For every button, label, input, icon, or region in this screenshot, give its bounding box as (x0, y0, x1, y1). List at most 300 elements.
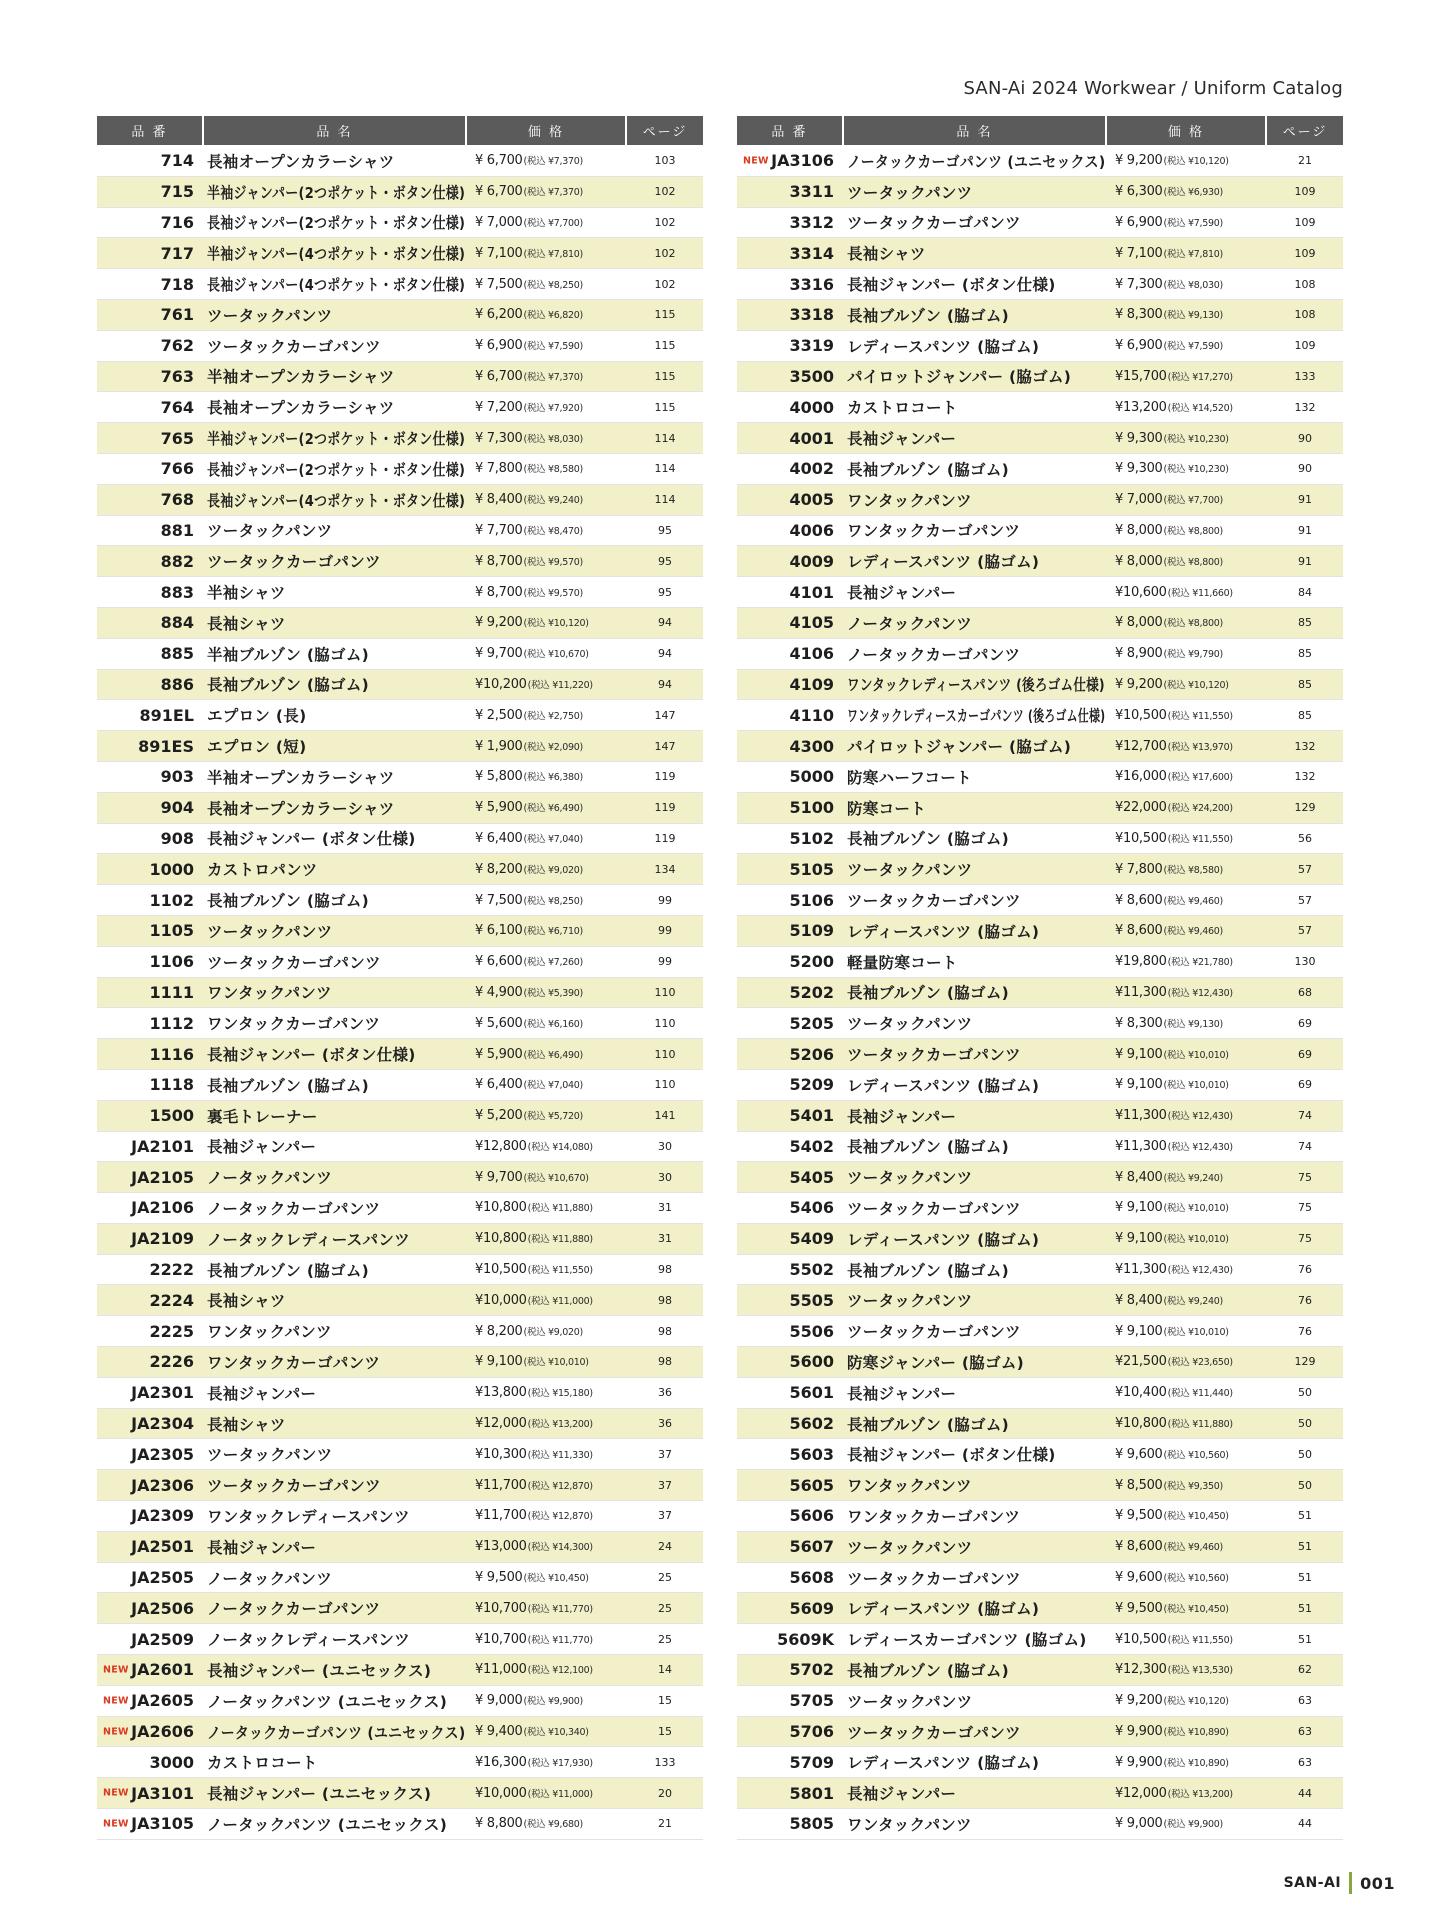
new-badge: NEW (103, 1664, 129, 1676)
price-tax-included: (税込 ¥12,430) (1167, 1111, 1233, 1123)
catalog-page: 50 (1298, 1386, 1312, 1400)
price-tax-included: (税込 ¥10,450) (1163, 1511, 1229, 1523)
table-row (97, 1070, 703, 1101)
price-tax-included: (税込 ¥11,550) (1167, 710, 1233, 722)
product-number-cell (97, 1691, 204, 1710)
product-name-cell (844, 858, 1107, 880)
price-tax-included: (税込 ¥12,430) (1167, 1141, 1233, 1153)
product-name-cell (844, 1074, 1107, 1096)
price-tax-included: (税込 ¥15,180) (527, 1388, 593, 1400)
product-number: 1102 (149, 890, 194, 910)
product-name: パイロットジャンパー (脇ゴム) (847, 738, 1072, 757)
product-number: JA2606 (131, 1722, 194, 1742)
table-row (97, 1378, 703, 1409)
price: ¥ 8,400 (1115, 1292, 1163, 1308)
product-name-cell (204, 1505, 467, 1527)
price-tax-included: (税込 ¥10,450) (1163, 1603, 1229, 1615)
catalog-page: 63 (1298, 1725, 1312, 1739)
product-number: 5202 (789, 982, 834, 1002)
price-cell (1107, 492, 1267, 507)
price: ¥ 6,700 (475, 153, 523, 169)
price-cell (1107, 646, 1267, 661)
product-number-cell (737, 1445, 844, 1464)
product-number-cell (97, 1753, 204, 1772)
product-name: ワンタックパンツ (847, 1477, 972, 1496)
product-number: 885 (160, 644, 194, 664)
product-number-cell (737, 1168, 844, 1187)
table-row (97, 485, 703, 516)
product-name-cell (844, 1135, 1107, 1157)
product-number: 3311 (789, 182, 834, 202)
product-name-cell (844, 1628, 1107, 1650)
price-cell (1107, 1231, 1267, 1246)
price: ¥ 9,500 (475, 1570, 523, 1586)
product-number: 768 (160, 490, 194, 510)
catalog-page: 147 (654, 739, 676, 753)
product-number-cell (97, 305, 204, 324)
price: ¥10,700 (475, 1600, 527, 1616)
catalog-page: 114 (654, 462, 676, 476)
product-number: 5702 (789, 1660, 834, 1680)
product-name-cell (204, 1135, 467, 1157)
product-number: 903 (160, 767, 194, 787)
price-tax-included: (税込 ¥10,340) (523, 1727, 589, 1739)
table-row (737, 1593, 1343, 1624)
catalog-page: 99 (658, 893, 672, 907)
product-name-cell (844, 1197, 1107, 1219)
product-number-cell (97, 336, 204, 355)
header-page: ページ (627, 116, 703, 145)
price-tax-included: (税込 ¥17,600) (1167, 772, 1233, 784)
price-tax-included: (税込 ¥8,250) (523, 895, 583, 907)
price-cell (467, 1570, 627, 1585)
price: ¥ 6,200 (475, 307, 523, 323)
product-name-cell (204, 1228, 467, 1250)
product-name-cell (204, 242, 467, 264)
price: ¥10,300 (475, 1446, 527, 1462)
price-cell (467, 585, 627, 600)
product-name-cell (204, 1690, 467, 1712)
table-row (737, 854, 1343, 885)
product-number: 715 (160, 182, 194, 202)
product-name-cell (844, 1382, 1107, 1404)
product-name-cell (844, 612, 1107, 634)
product-name-cell (204, 1813, 467, 1835)
product-number: 904 (160, 798, 194, 818)
table-row (737, 1686, 1343, 1717)
product-name: レディースパンツ (脇ゴム) (847, 1754, 1040, 1773)
table-row (97, 423, 703, 454)
table-row (737, 1347, 1343, 1378)
price-cell (467, 615, 627, 630)
product-number: 5409 (789, 1229, 834, 1249)
table-row (97, 269, 703, 300)
product-name: カストロコート (207, 1754, 318, 1773)
product-name: ツータックカーゴパンツ (847, 1569, 1021, 1588)
table-row (97, 639, 703, 670)
header-product-number: 品 番 (737, 116, 844, 145)
price-cell (467, 1662, 627, 1677)
product-name: 長袖ブルゾン (脇ゴム) (847, 1415, 1010, 1434)
product-name: 長袖ジャンパー (207, 1384, 317, 1403)
product-name-cell (204, 427, 467, 449)
new-badge: NEW (103, 1818, 129, 1830)
price-tax-included: (税込 ¥11,880) (1167, 1419, 1233, 1431)
product-name-cell (204, 365, 467, 387)
catalog-page: 114 (654, 493, 676, 507)
product-name-cell (844, 396, 1107, 418)
product-number-cell (737, 983, 844, 1002)
product-name: 長袖ジャンパー (847, 584, 957, 603)
product-number: 5109 (789, 921, 834, 941)
product-name: ワンタックカーゴパンツ (207, 1353, 381, 1372)
product-number: 766 (160, 459, 194, 479)
catalog-page: 25 (658, 1632, 672, 1646)
price: ¥ 9,700 (475, 1169, 523, 1185)
table-row (737, 1162, 1343, 1193)
price-tax-included: (税込 ¥11,550) (1167, 1634, 1233, 1646)
product-name: ノータックパンツ (ユニセックス) (207, 1815, 448, 1834)
product-number: 5603 (789, 1444, 834, 1464)
product-number-cell (737, 336, 844, 355)
product-number-cell (737, 1691, 844, 1710)
table-body (737, 146, 1343, 1840)
price-cell (467, 1601, 627, 1616)
price-tax-included: (税込 ¥9,460) (1163, 926, 1223, 938)
product-number: 891EL (139, 705, 194, 725)
price-cell (467, 1139, 627, 1154)
product-name-cell (204, 1628, 467, 1650)
table-row (97, 1224, 703, 1255)
price: ¥11,300 (1115, 1262, 1167, 1278)
product-number: 765 (160, 428, 194, 448)
catalog-page: 57 (1298, 893, 1312, 907)
catalog-page: 132 (1294, 739, 1316, 753)
price: ¥ 7,300 (475, 430, 523, 446)
product-number: 5105 (789, 859, 834, 879)
table-row (737, 885, 1343, 916)
product-name-cell (844, 1443, 1107, 1465)
price-tax-included: (税込 ¥6,930) (1163, 187, 1223, 199)
table-row (97, 331, 703, 362)
table-row (97, 1809, 703, 1840)
product-name-cell (844, 1166, 1107, 1188)
price-cell (1107, 1724, 1267, 1739)
price-tax-included: (税込 ¥10,010) (1163, 1203, 1229, 1215)
new-badge: NEW (743, 155, 769, 167)
product-name: 半袖オープンカラーシャツ (207, 368, 395, 387)
table-row (737, 1070, 1343, 1101)
catalog-page: 109 (1294, 339, 1316, 353)
product-number: 3000 (149, 1752, 194, 1772)
price: ¥11,300 (1115, 984, 1167, 1000)
product-name-cell (844, 1721, 1107, 1743)
catalog-page: 115 (654, 400, 676, 414)
product-number-cell (737, 1229, 844, 1248)
price-tax-included: (税込 ¥11,330) (527, 1449, 593, 1461)
catalog-page: 76 (1298, 1324, 1312, 1338)
price-tax-included: (税込 ¥10,450) (523, 1573, 589, 1585)
price-cell (1107, 1016, 1267, 1031)
product-name-cell (204, 858, 467, 880)
table-row (737, 1532, 1343, 1563)
table-row (737, 516, 1343, 547)
table-row (97, 1285, 703, 1316)
product-number-cell (97, 490, 204, 509)
price-tax-included: (税込 ¥7,040) (523, 1080, 583, 1092)
price-tax-included: (税込 ¥11,880) (527, 1203, 593, 1215)
product-number-cell (737, 706, 844, 725)
price: ¥12,700 (1115, 738, 1167, 754)
price-cell (467, 246, 627, 261)
price: ¥ 8,000 (1115, 553, 1163, 569)
price: ¥ 9,000 (1115, 1816, 1163, 1832)
product-name: ツータックカーゴパンツ (207, 1477, 381, 1496)
table-row (97, 238, 703, 269)
price-cell (467, 1416, 627, 1431)
catalog-page: 91 (1298, 523, 1312, 537)
price-tax-included: (税込 ¥11,440) (1167, 1388, 1233, 1400)
product-number-cell (737, 1722, 844, 1741)
product-name-cell (844, 1289, 1107, 1311)
header-price: 価 格 (467, 116, 627, 145)
product-name: 長袖ブルゾン (脇ゴム) (847, 984, 1010, 1003)
price-cell (1107, 862, 1267, 877)
price: ¥ 8,200 (475, 1323, 523, 1339)
price-cell (467, 646, 627, 661)
product-name-cell (204, 1536, 467, 1558)
price-tax-included: (税込 ¥11,550) (1167, 833, 1233, 845)
product-name-cell (844, 735, 1107, 757)
price-cell (1107, 1139, 1267, 1154)
price-tax-included: (税込 ¥10,120) (1163, 156, 1229, 168)
product-number: JA2105 (131, 1167, 194, 1187)
product-name: 長袖ジャンパー (207, 1538, 317, 1557)
catalog-page: 95 (658, 585, 672, 599)
price: ¥ 5,800 (475, 769, 523, 785)
catalog-page: 98 (658, 1263, 672, 1277)
table-row (737, 1316, 1343, 1347)
product-name: ノータックカーゴパンツ (ユニセックス) (207, 1723, 466, 1742)
price: ¥ 8,600 (1115, 1539, 1163, 1555)
price: ¥ 9,300 (1115, 430, 1163, 446)
price-tax-included: (税込 ¥5,390) (523, 987, 583, 999)
price-cell (1107, 739, 1267, 754)
product-number-cell (97, 552, 204, 571)
price-cell (1107, 800, 1267, 815)
table-row (97, 1008, 703, 1039)
price: ¥10,500 (475, 1262, 527, 1278)
product-name: 長袖ジャンパー (ボタン仕様) (207, 1046, 416, 1064)
product-number: 5608 (789, 1568, 834, 1588)
catalog-page: 25 (658, 1571, 672, 1585)
product-name: 長袖ブルゾン (脇ゴム) (847, 460, 1010, 479)
price: ¥ 8,400 (475, 492, 523, 508)
table-row (97, 1347, 703, 1378)
price-cell (467, 554, 627, 569)
product-name: ツータックカーゴパンツ (847, 1046, 1021, 1064)
table-row (737, 1778, 1343, 1809)
price-tax-included: (税込 ¥9,240) (1163, 1295, 1223, 1307)
catalog-page: 141 (654, 1109, 676, 1123)
table-row (97, 546, 703, 577)
product-number: 5505 (789, 1290, 834, 1310)
product-number-cell (737, 1660, 844, 1679)
catalog-page: 119 (654, 801, 676, 815)
price-tax-included: (税込 ¥9,130) (1163, 1018, 1223, 1030)
product-name-cell (204, 1166, 467, 1188)
price: ¥10,500 (1115, 1631, 1167, 1647)
price-cell (1107, 184, 1267, 199)
product-name: ツータックカーゴパンツ (207, 953, 381, 972)
product-number: 714 (160, 151, 194, 171)
product-name: 長袖オープンカラーシャツ (207, 152, 395, 171)
price-cell (467, 677, 627, 692)
product-number: 762 (160, 336, 194, 356)
price-cell (1107, 1385, 1267, 1400)
catalog-page: 110 (654, 1078, 676, 1092)
price-tax-included: (税込 ¥9,240) (523, 495, 583, 507)
price-tax-included: (税込 ¥6,380) (523, 772, 583, 784)
price-cell (467, 461, 627, 476)
table-row (737, 546, 1343, 577)
product-number: JA2301 (131, 1383, 194, 1403)
catalog-page: 90 (1298, 431, 1312, 445)
price-cell (467, 1508, 627, 1523)
price: ¥ 6,400 (475, 1077, 523, 1093)
price: ¥ 6,900 (475, 338, 523, 354)
catalog-page: 94 (658, 647, 672, 661)
price-tax-included: (税込 ¥7,700) (1163, 495, 1223, 507)
product-name-cell (204, 1382, 467, 1404)
catalog-page: 68 (1298, 985, 1312, 999)
price-cell (1107, 708, 1267, 723)
price: ¥11,700 (475, 1477, 527, 1493)
product-name-cell (204, 1012, 467, 1034)
product-number: 4101 (789, 582, 834, 602)
product-name-cell (204, 889, 467, 911)
table-row (97, 1470, 703, 1501)
price: ¥ 8,700 (475, 584, 523, 600)
product-number-cell (737, 244, 844, 263)
product-number-cell (97, 952, 204, 971)
price: ¥12,800 (475, 1138, 527, 1154)
product-number-cell (97, 1506, 204, 1525)
product-number-cell (737, 1137, 844, 1156)
product-number-cell (737, 213, 844, 232)
product-name: パイロットジャンパー (脇ゴム) (847, 368, 1072, 387)
table-row (97, 1039, 703, 1070)
product-number: 1000 (149, 859, 194, 879)
price: ¥ 7,300 (1115, 276, 1163, 292)
product-name: 長袖ジャンパー (ボタン仕様) (207, 830, 416, 849)
price-table-right (737, 116, 1343, 1840)
price: ¥ 9,500 (1115, 1600, 1163, 1616)
price-cell (1107, 1632, 1267, 1647)
price-cell (467, 523, 627, 538)
price-cell (467, 1816, 627, 1831)
price-cell (467, 954, 627, 969)
catalog-page: 129 (1294, 1355, 1316, 1369)
table-row (737, 177, 1343, 208)
price-tax-included: (税込 ¥11,880) (527, 1234, 593, 1246)
product-number: 4006 (789, 520, 834, 540)
catalog-page: 15 (658, 1694, 672, 1708)
product-number-cell (97, 675, 204, 694)
product-name: レディースパンツ (脇ゴム) (847, 1076, 1040, 1095)
product-number: 5801 (789, 1783, 834, 1803)
catalog-page: 119 (654, 770, 676, 784)
table-row (97, 885, 703, 916)
table-row (737, 1193, 1343, 1224)
product-number-cell (737, 675, 844, 694)
price: ¥11,300 (1115, 1108, 1167, 1124)
product-name-cell (204, 920, 467, 942)
table-row (737, 1809, 1343, 1840)
product-name-cell (204, 951, 467, 973)
price-tax-included: (税込 ¥7,810) (1163, 248, 1223, 260)
table-row (97, 1316, 703, 1347)
price-cell (1107, 554, 1267, 569)
product-name-cell (844, 304, 1107, 326)
price: ¥ 6,900 (1115, 338, 1163, 354)
price: ¥ 5,200 (475, 1108, 523, 1124)
product-name-cell (204, 581, 467, 603)
price-tax-included: (税込 ¥8,800) (1163, 525, 1223, 537)
product-name-cell (204, 766, 467, 788)
product-name-cell (844, 1043, 1107, 1065)
catalog-page: 62 (1298, 1663, 1312, 1677)
catalog-page: 85 (1298, 708, 1312, 722)
product-name: ツータックカーゴパンツ (847, 1323, 1021, 1342)
price-cell (467, 862, 627, 877)
price: ¥ 9,100 (1115, 1077, 1163, 1093)
product-name-cell (844, 242, 1107, 264)
product-number-cell (97, 429, 204, 448)
price: ¥ 9,100 (1115, 1231, 1163, 1247)
product-name: ノータックパンツ (847, 614, 973, 633)
product-name-cell (204, 1474, 467, 1496)
catalog-page: 20 (658, 1786, 672, 1800)
price-tax-included: (税込 ¥14,080) (527, 1141, 593, 1153)
product-number: 763 (160, 366, 194, 386)
product-number: 2226 (149, 1352, 194, 1372)
product-name-cell (844, 766, 1107, 788)
price-cell (1107, 431, 1267, 446)
header-product-name: 品 名 (844, 116, 1107, 145)
price-tax-included: (税込 ¥11,220) (527, 679, 593, 691)
product-name: ツータックパンツ (847, 1169, 973, 1188)
price-cell (1107, 1786, 1267, 1801)
product-name: 長袖ジャンパー(2つポケット・ボタン仕様) (207, 214, 466, 233)
product-name-cell (844, 1105, 1107, 1127)
price-cell (467, 800, 627, 815)
catalog-page: 98 (658, 1355, 672, 1369)
price-cell (467, 1632, 627, 1647)
new-badge: NEW (103, 1787, 129, 1799)
table-row (737, 1255, 1343, 1286)
price: ¥ 6,700 (475, 184, 523, 200)
product-number: 5706 (789, 1722, 834, 1742)
price: ¥ 4,900 (475, 984, 523, 1000)
price-tax-included: (税込 ¥14,520) (1167, 402, 1233, 414)
product-number-cell (97, 1476, 204, 1495)
product-number-cell (737, 644, 844, 663)
catalog-page: 84 (1298, 585, 1312, 599)
table-row (737, 392, 1343, 423)
catalog-page: 94 (658, 677, 672, 691)
product-name-cell (204, 704, 467, 726)
